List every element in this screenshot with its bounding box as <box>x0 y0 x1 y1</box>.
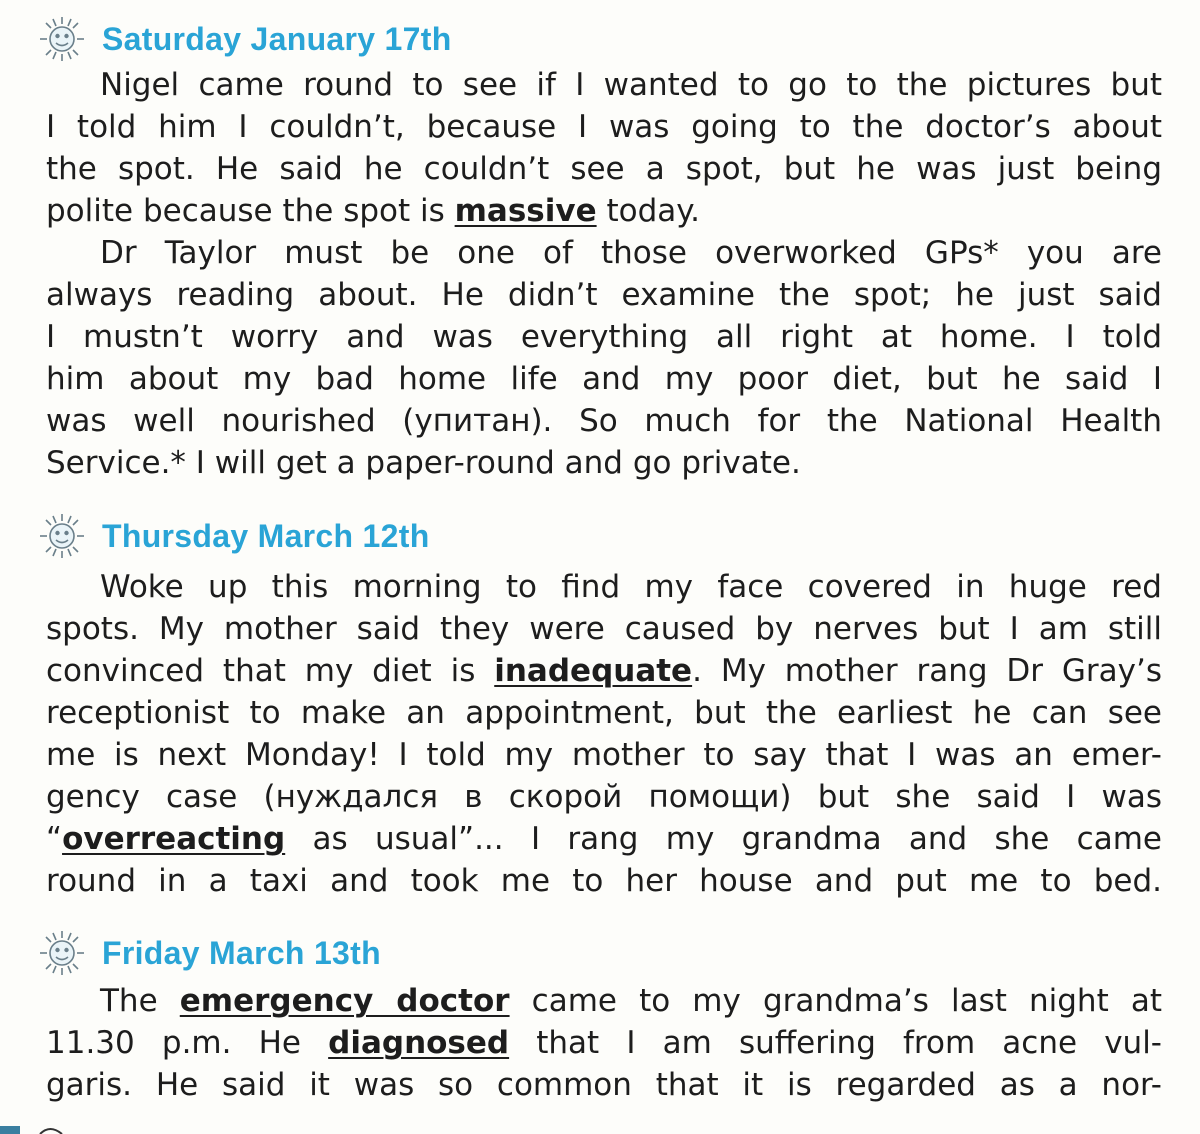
text-line: The emergency doctor came to my grandma’s last night at <box>100 983 1162 1019</box>
vocabulary-word: inadequate <box>494 653 693 689</box>
text-line: I told him I couldn’t, because I was going to the doctor’s about <box>46 109 1162 145</box>
vocabulary-word: diagnosed <box>328 1025 510 1061</box>
text-line: Woke up this morning to find my face covered in huge red <box>100 569 1162 605</box>
entry-header <box>30 928 381 978</box>
text-line: convinced that my diet is inadequate. My mother rang Dr Gray’s <box>46 653 1162 689</box>
sun-icon <box>30 928 94 978</box>
sun-icon <box>30 511 94 561</box>
text-line: the spot. He said he couldn’t see a spot, but he was just being <box>46 151 1162 187</box>
entry-body <box>46 980 1162 1106</box>
text-line: me is next Monday! I told my mother to say that I was an emer- <box>46 737 1162 773</box>
text-line: Dr Taylor must be one of those overworked GPs* you are <box>100 235 1162 271</box>
text-line: I mustn’t worry and was everything all right at home. I told <box>46 319 1162 355</box>
text-line: receptionist to make an appointment, but the earliest he can see <box>46 695 1162 731</box>
text-line: 11.30 p.m. He diagnosed that I am suffering from acne vul- <box>46 1025 1162 1061</box>
entry-body <box>46 566 1162 902</box>
text-line: always reading about. He didn’t examine the spot; he just said <box>46 277 1162 313</box>
entry-header <box>30 14 452 64</box>
entry-date: Thursday March 12th <box>102 517 430 554</box>
entry-date: Saturday January 17th <box>102 20 452 57</box>
page-corner-ornament <box>0 1122 70 1134</box>
text-line: garis. He said it was so common that it is regarded as a nor- <box>46 1067 1162 1103</box>
text-line: round in a taxi and took me to her house and put me to bed. <box>46 863 1162 899</box>
text-line: gency case (нуждался в скорой помощи) but she said I was <box>46 779 1162 815</box>
entry-date: Friday March 13th <box>102 934 381 971</box>
text-line: “overreacting as usual”... I rang my grandma and she came <box>46 821 1162 857</box>
text-line: him about my bad home life and my poor diet, but he said I <box>46 361 1162 397</box>
entry-body <box>46 64 1162 484</box>
text-line: polite because the spot is massive today. <box>46 193 701 229</box>
text-line: was well nourished (упитан). So much for the National Health <box>46 403 1162 439</box>
text-line: spots. My mother said they were caused by nerves but I am still <box>46 611 1162 647</box>
text-line: Service.* I will get a paper-round and go private. <box>46 445 801 481</box>
text-line: Nigel came round to see if I wanted to go to the pictures but <box>100 67 1162 103</box>
vocabulary-word: massive <box>454 193 597 229</box>
entry-header <box>30 511 430 561</box>
sun-icon <box>30 14 94 64</box>
vocabulary-word: overreacting <box>62 821 286 857</box>
vocabulary-word: emergency doctor <box>179 983 510 1019</box>
